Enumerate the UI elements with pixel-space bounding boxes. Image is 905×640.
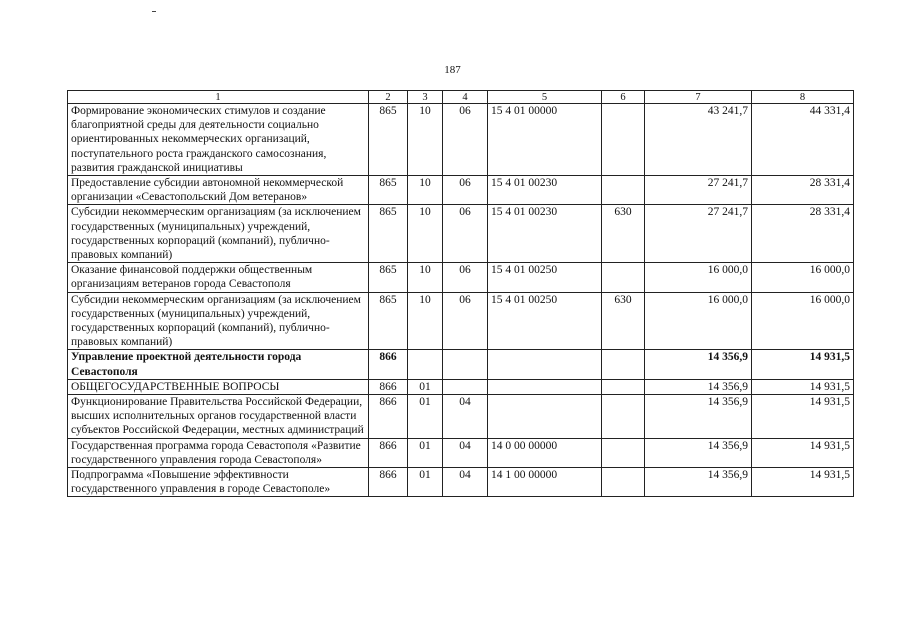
cell-name: Субсидии некоммерческим организациям (за исключением государственных (муниципальных) учреждений, государственных корпораций (компаний), публично-правовых компаний) [68,205,369,263]
cell-ved-code: 866 [369,395,408,439]
cell-section: 01 [408,395,443,439]
cell-expense-type: 630 [602,205,645,263]
cell-amount-year2: 14 931,5 [752,379,854,394]
cell-amount-year2: 14 931,5 [752,468,854,497]
cell-target-article [488,395,602,439]
table-row [68,468,854,497]
cell-subsection [443,379,488,394]
table-row [68,205,854,263]
cell-amount-year1: 16 000,0 [645,263,752,292]
cell-target-article: 15 4 01 00250 [488,263,602,292]
cell-target-article [488,350,602,379]
cell-subsection: 06 [443,176,488,205]
table-row [68,176,854,205]
cell-amount-year1: 16 000,0 [645,292,752,350]
cell-target-article: 14 0 00 00000 [488,438,602,467]
cell-section [408,350,443,379]
cell-expense-type [602,438,645,467]
table-row [68,438,854,467]
cell-subsection: 04 [443,395,488,439]
table-row [68,379,854,394]
page-number: 187 [444,64,461,76]
cell-subsection: 06 [443,205,488,263]
table-header-row [68,91,854,104]
table-row [68,350,854,379]
cell-target-article: 15 4 01 00250 [488,292,602,350]
cell-ved-code: 865 [369,205,408,263]
cell-section: 10 [408,263,443,292]
column-header: 2 [369,91,408,104]
cell-name: Формирование экономических стимулов и создание благоприятной среды для деятельности социально ориентированных некоммерческих организаций, поступательного роста гражданского самосознания, развития гражданской инициативы [68,104,369,176]
cell-amount-year2: 16 000,0 [752,292,854,350]
cell-section: 10 [408,292,443,350]
cell-expense-type [602,176,645,205]
cell-amount-year2: 16 000,0 [752,263,854,292]
budget-table [67,90,854,497]
cell-section: 10 [408,104,443,176]
cell-ved-code: 866 [369,350,408,379]
cell-ved-code: 865 [369,176,408,205]
cell-amount-year1: 27 241,7 [645,176,752,205]
cell-name: ОБЩЕГОСУДАРСТВЕННЫЕ ВОПРОСЫ [68,379,369,394]
cell-subsection: 06 [443,263,488,292]
cell-amount-year2: 14 931,5 [752,350,854,379]
table-row [68,292,854,350]
table-row [68,104,854,176]
cell-target-article [488,379,602,394]
column-header: 3 [408,91,443,104]
cell-amount-year1: 27 241,7 [645,205,752,263]
cell-subsection: 04 [443,468,488,497]
table-row [68,395,854,439]
cell-ved-code: 865 [369,104,408,176]
cell-section: 01 [408,379,443,394]
column-header: 5 [488,91,602,104]
table-row [68,263,854,292]
cell-section: 10 [408,205,443,263]
column-header: 4 [443,91,488,104]
cell-subsection: 04 [443,438,488,467]
cell-expense-type [602,395,645,439]
cell-name: Субсидии некоммерческим организациям (за исключением государственных (муниципальных) учреждений, государственных корпораций (компаний), публично-правовых компаний) [68,292,369,350]
cell-ved-code: 865 [369,292,408,350]
cell-name: Оказание финансовой поддержки общественным организациям ветеранов города Севастополя [68,263,369,292]
cell-amount-year2: 44 331,4 [752,104,854,176]
cell-ved-code: 865 [369,263,408,292]
cell-subsection: 06 [443,292,488,350]
cell-subsection [443,350,488,379]
cell-amount-year2: 14 931,5 [752,438,854,467]
cell-target-article: 14 1 00 00000 [488,468,602,497]
cell-name: Государственная программа города Севастополя «Развитие государственного управления города Севастополя» [68,438,369,467]
cell-target-article: 15 4 01 00000 [488,104,602,176]
cell-name: Предоставление субсидии автономной некоммерческой организации «Севастопольский Дом ветеранов» [68,176,369,205]
column-header: 1 [68,91,369,104]
cell-amount-year1: 43 241,7 [645,104,752,176]
cell-expense-type: 630 [602,292,645,350]
cell-section: 10 [408,176,443,205]
cell-expense-type [602,104,645,176]
cell-target-article: 15 4 01 00230 [488,205,602,263]
cell-amount-year1: 14 356,9 [645,379,752,394]
cell-amount-year2: 28 331,4 [752,205,854,263]
cell-ved-code: 866 [369,468,408,497]
cell-expense-type [602,468,645,497]
cell-name: Подпрограмма «Повышение эффективности государственного управления в городе Севастополе» [68,468,369,497]
cell-target-article: 15 4 01 00230 [488,176,602,205]
cell-ved-code: 866 [369,438,408,467]
cell-expense-type [602,350,645,379]
column-header: 8 [752,91,854,104]
cell-amount-year2: 14 931,5 [752,395,854,439]
cell-amount-year1: 14 356,9 [645,438,752,467]
cell-section: 01 [408,438,443,467]
cell-expense-type [602,379,645,394]
scan-speck [152,11,156,12]
cell-name: Функционирование Правительства Российской Федерации, высших исполнительных органов государственной власти субъектов Российской Федерации, местных администраций [68,395,369,439]
cell-expense-type [602,263,645,292]
cell-amount-year1: 14 356,9 [645,468,752,497]
column-header: 7 [645,91,752,104]
cell-amount-year2: 28 331,4 [752,176,854,205]
cell-ved-code: 866 [369,379,408,394]
cell-name: Управление проектной деятельности города Севастополя [68,350,369,379]
cell-amount-year1: 14 356,9 [645,350,752,379]
column-header: 6 [602,91,645,104]
cell-section: 01 [408,468,443,497]
cell-subsection: 06 [443,104,488,176]
cell-amount-year1: 14 356,9 [645,395,752,439]
